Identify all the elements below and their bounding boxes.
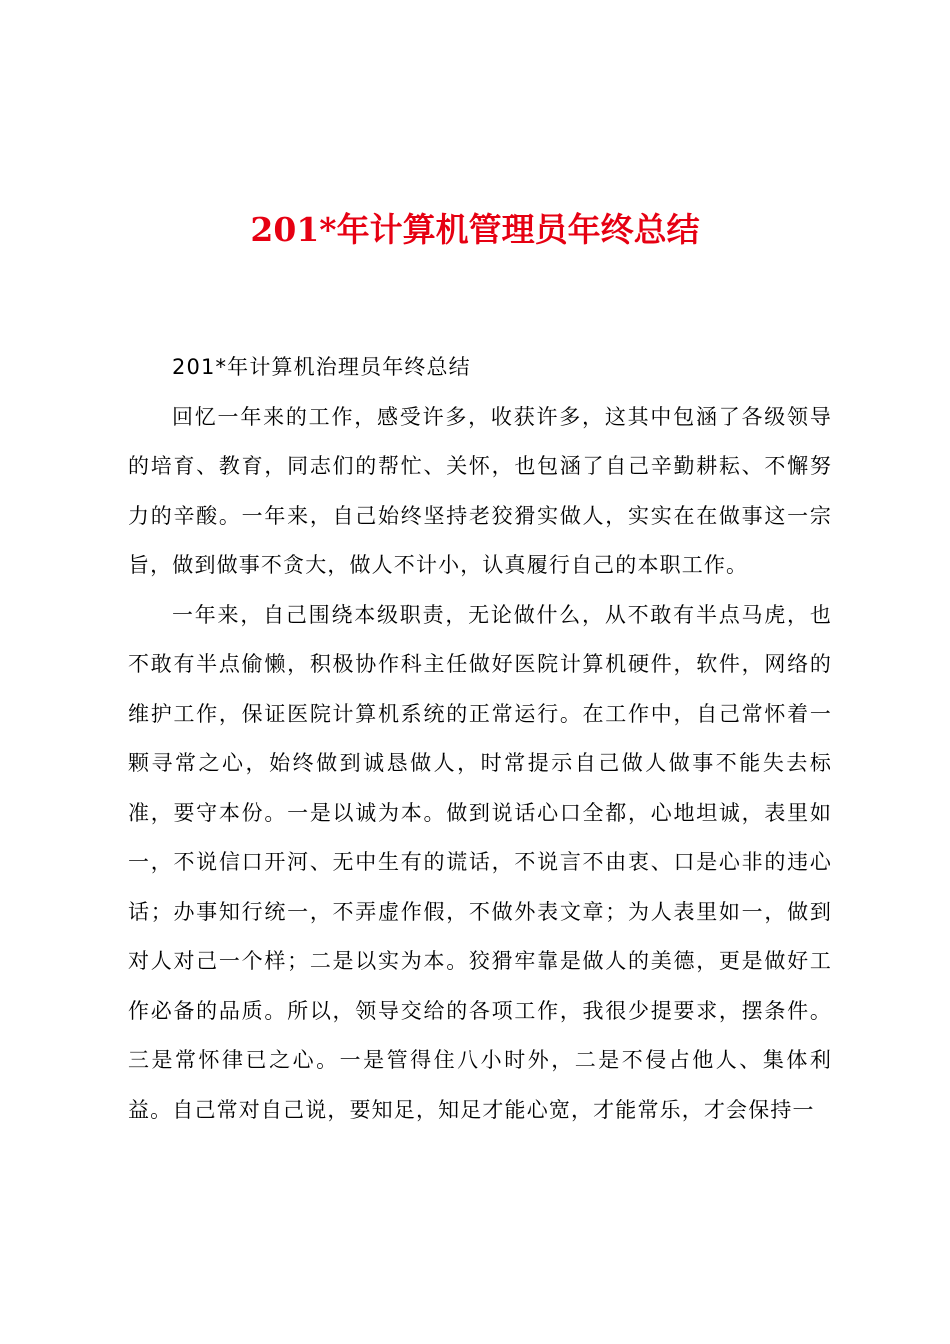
document-body: [128, 343, 832, 1135]
document-subtitle: 201*年计算机治理员年终总结: [172, 355, 471, 379]
document-title: 201*年计算机管理员年终总结: [250, 210, 700, 249]
paragraph-2: 一年来，自己围绕本级职责，无论做什么，从不敢有半点马虎，也不敢有半点偷懒，积极协作科主任做好医院计算机硬件，软件，网络的维护工作，保证医院计算机系统的正常运行。在工作中，自己常怀着一颗寻常之心，始终做到诚恳做人，时常提示自己做人做事不能失去标准，要守本份。一是以诚为本。做到说话心口全都，心地坦诚，表里如一，不说信口开河、无中生有的谎话，不说言不由衷、口是心非的违心话；办事知行统一，不弄虚作假，不做外表文章；为人表里如一，做到对人对己一个样；二是以实为本。狡猾牢靠是做人的美德，更是做好工作必备的品质。所以，领导交给的各项工作，我很少提要求，摆条件。三是常怀律已之心。一是管得住八小时外，二是不侵占他人、集体利益。自己常对自己说，要知足，知足才能心宽，才能常乐，才会保持一: [128, 602, 832, 1122]
paragraph-1: 回忆一年来的工作，感受许多，收获许多，这其中包涵了各级领导的培育、教育，同志们的帮忙、关怀，也包涵了自己辛勤耕耘、不懈努力的辛酸。一年来，自己始终坚持老狡猾实做人，实实在在做事这一宗旨，做到做事不贪大，做人不计小，认真履行自己的本职工作。: [128, 404, 832, 577]
